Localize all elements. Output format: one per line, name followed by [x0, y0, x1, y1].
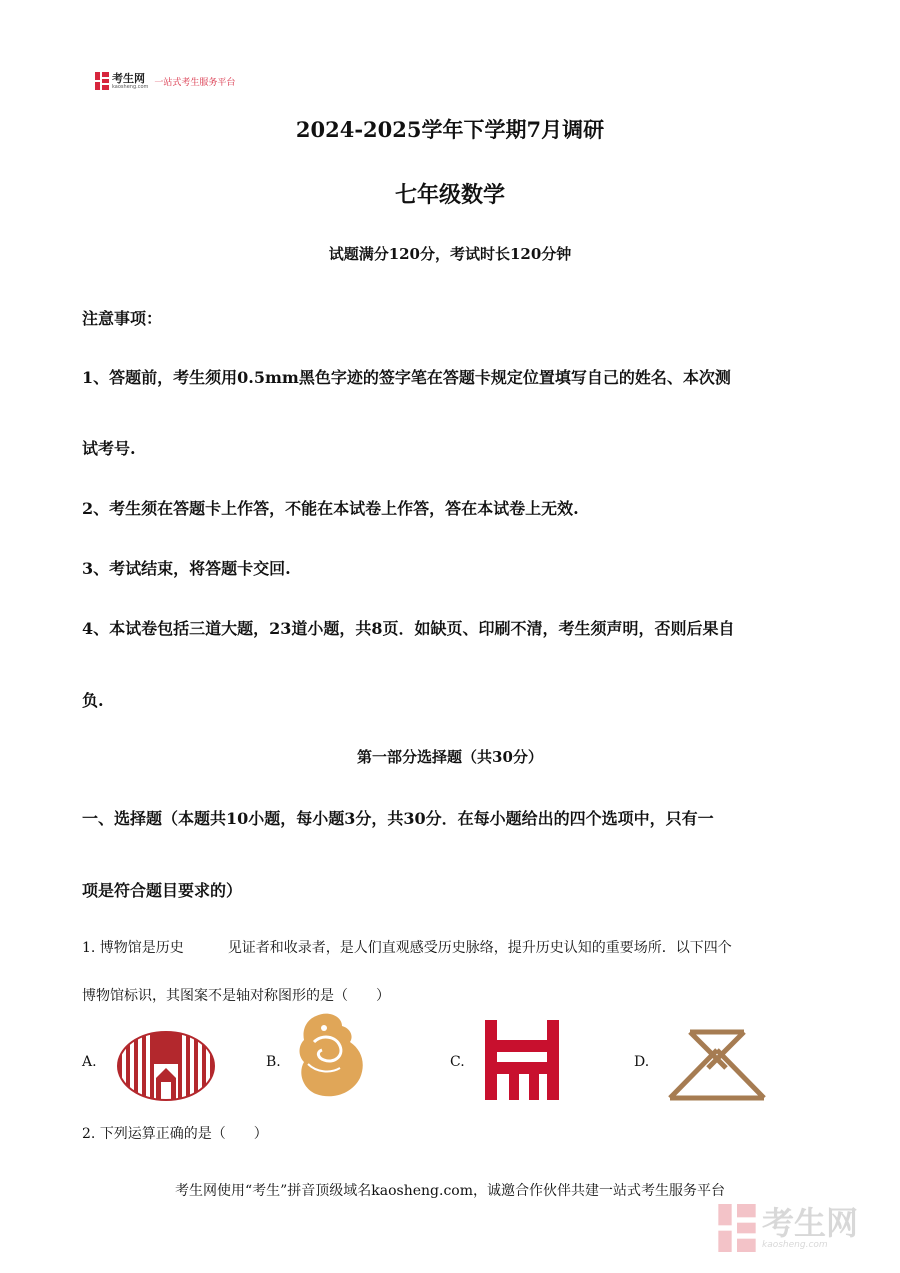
- note-item-4-line-1: 4、本试卷包括三道大题，23道小题，共8页．如缺页、印刷不清，考生须声明，否则后果自: [82, 619, 735, 638]
- logo-name: 考生网: [112, 71, 145, 85]
- option-b-label: B.: [266, 1054, 281, 1070]
- watermark-domain: kaosheng.com: [762, 1239, 828, 1250]
- notes-heading: 注意事项：: [82, 309, 163, 328]
- question-2-text: 下列运算正确的是（ ）: [99, 1126, 268, 1142]
- question-1-line-2: 博物馆标识，其图案不是轴对称图形的是（ ）: [82, 988, 390, 1004]
- note-item-1-line-1: 1、答题前，考生须用0.5mm黑色字迹的签字笔在答题卡规定位置填写自己的姓名、本次测: [82, 368, 731, 387]
- exam-title: 2024-2025学年下学期7月调研: [295, 117, 605, 142]
- watermark-name: 考生网: [762, 1203, 859, 1242]
- footer-text: 考生网使用“考生”拼音顶级域名kaosheng.com，诚邀合作伙伴共建一站式考生服务平台: [174, 1183, 726, 1199]
- exam-subtitle: 七年级数学: [394, 182, 505, 208]
- option-d-label: D.: [634, 1054, 650, 1070]
- option-c-label: C.: [450, 1054, 465, 1070]
- part-one-heading: 第一部分选择题（共30分）: [357, 748, 543, 766]
- question-1-line-1: [82, 937, 732, 957]
- option-a-label: A.: [82, 1054, 97, 1070]
- watermark: [718, 1204, 858, 1252]
- logo-domain: kaosheng.com: [112, 83, 149, 90]
- note-item-4-line-2: 负.: [82, 691, 104, 710]
- orange-jade-dragon-logo-icon: [296, 1012, 368, 1100]
- kaosheng-logo-icon: [95, 72, 109, 90]
- header-logo: [95, 72, 235, 90]
- section-one-line-2: 项是符合题目要求的）: [82, 881, 243, 900]
- brown-triangle-logo-icon: [668, 1028, 766, 1102]
- note-item-1-line-2: 试考号.: [82, 439, 136, 458]
- red-striped-arch-logo-icon: [116, 1030, 216, 1102]
- question-2-number: 2.: [82, 1126, 96, 1142]
- note-item-3: 3、考试结束，将答题卡交回.: [82, 559, 291, 578]
- note-item-2: 2、考生须在答题卡上作答，不能在本试卷上作答，答在本试卷上无效.: [82, 499, 579, 518]
- watermark-logo-icon: [718, 1204, 756, 1252]
- red-building-logo-icon: [485, 1020, 559, 1100]
- question-1-text-a: 1. 博物馆是历史: [82, 940, 184, 956]
- logo-slogan: 一站式考生服务平台: [154, 77, 236, 88]
- section-one-line-1: 一、选择题（本题共10小题，每小题3分，共30分．在每小题给出的四个选项中，只有一: [82, 809, 714, 828]
- question-1-text-b: 见证者和收录者，是人们直观感受历史脉络，提升历史认知的重要场所．以下四个: [227, 940, 732, 956]
- exam-info: 试题满分120分，考试时长120分钟: [328, 245, 572, 263]
- question-2: [82, 1123, 268, 1143]
